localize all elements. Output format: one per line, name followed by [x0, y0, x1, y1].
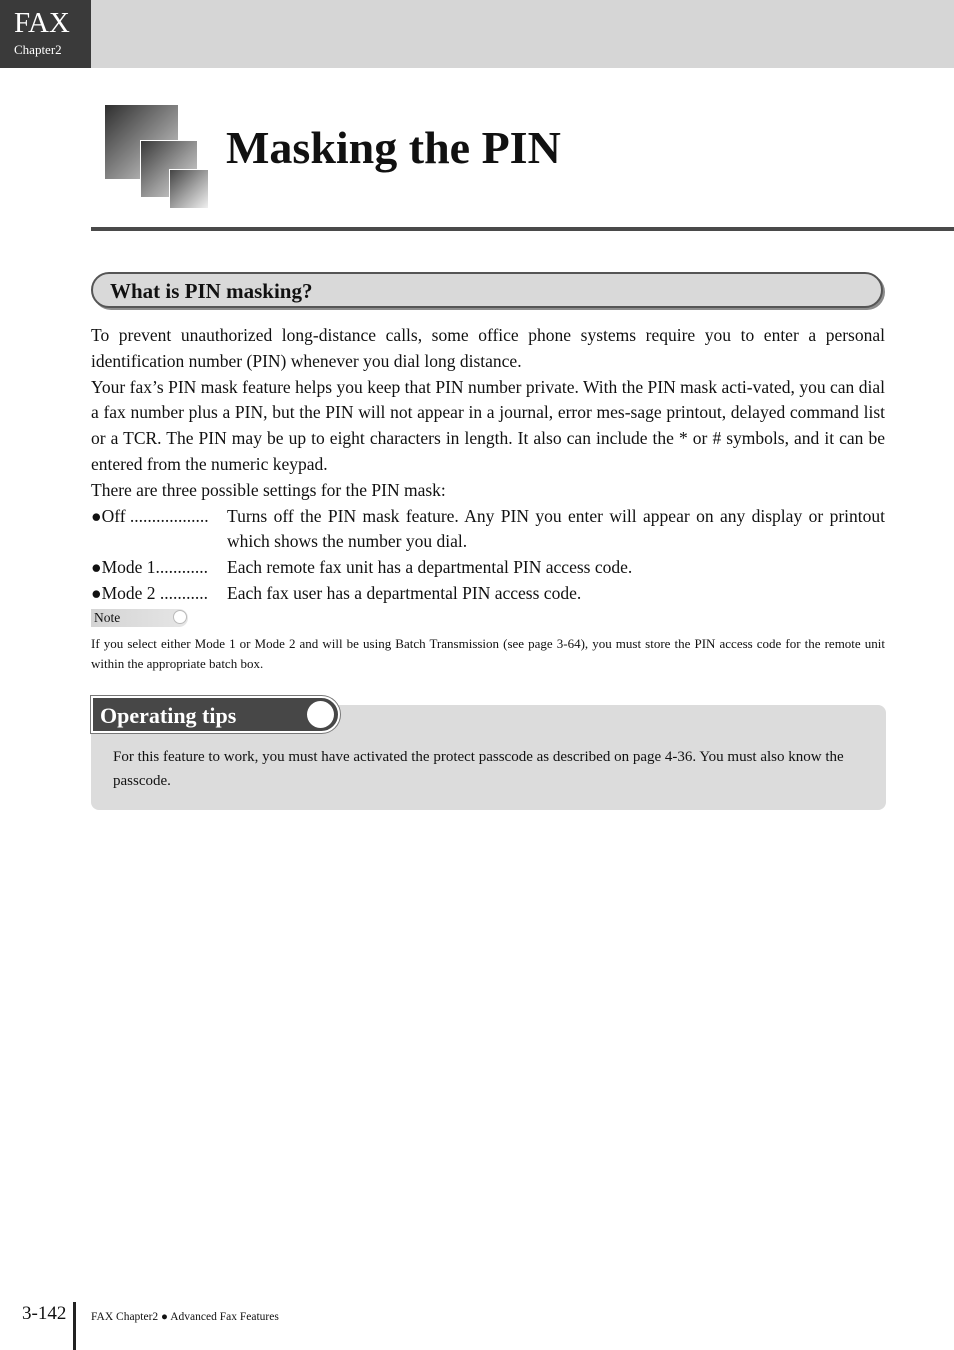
body-text: [91, 323, 885, 607]
note-circle-icon: [173, 610, 187, 624]
title-divider: [91, 227, 954, 231]
option-label: ●Off ..................: [91, 505, 209, 526]
title-decoration-square-small: [169, 169, 209, 209]
option-label: ●Mode 2 ...........: [91, 582, 209, 603]
paragraph: Your fax’s PIN mask feature helps you keep that PIN number private. With the PIN mask acti-vated, you can dial a fax number plus a PIN, but the PIN will not appear in a journal, error mes-sage printout, delayed command list or a TCR. The PIN may be up to eight characters in length. It also can include the * or # symbols, and it can be entered from the numeric keypad.: [91, 376, 885, 474]
chapter-tab: [0, 0, 91, 68]
operating-tips-text: For this feature to work, you must have activated the protect passcode as described on page 4-36. You must also know the passcode.: [113, 749, 844, 789]
footer-divider: [73, 1302, 76, 1350]
page-title: Masking the PIN: [226, 122, 561, 173]
option-description: Turns off the PIN mask feature. Any PIN you enter will appear on any display or printout which shows the number you dial.: [227, 505, 885, 552]
footer-text: FAX Chapter2 ● Advanced Fax Features: [91, 1311, 279, 1323]
tips-circle-icon: [307, 701, 334, 728]
page-number: 3-142: [22, 1303, 67, 1324]
option-mode-2: [91, 581, 885, 607]
paragraph: To prevent unauthorized long-distance calls, some office phone systems require you to enter a personal identification number (PIN) whenever you dial long distance.: [91, 325, 885, 371]
chapter-label: Chapter2: [14, 42, 62, 57]
section-label: FAX: [14, 7, 70, 39]
section-heading: What is PIN masking?: [110, 279, 313, 303]
option-description: Each fax user has a departmental PIN access code.: [227, 582, 582, 603]
note-text: If you select either Mode 1 or Mode 2 and will be using Batch Transmission (see page 3-64), you must store the PIN access code for the remote unit within the appropriate batch box.: [91, 636, 885, 671]
operating-tips-tab: [91, 696, 340, 733]
note-label: Note: [94, 610, 121, 625]
option-off: [91, 504, 885, 556]
paragraph: There are three possible settings for the PIN mask:: [91, 479, 446, 500]
section-heading-box: [91, 272, 883, 308]
option-mode-1: [91, 555, 885, 581]
operating-tips-heading: Operating tips: [100, 703, 237, 728]
note-tag: [91, 609, 188, 627]
option-label: ●Mode 1............: [91, 557, 209, 578]
option-description: Each remote fax unit has a departmental PIN access code.: [227, 557, 633, 578]
header-band: [0, 0, 954, 68]
